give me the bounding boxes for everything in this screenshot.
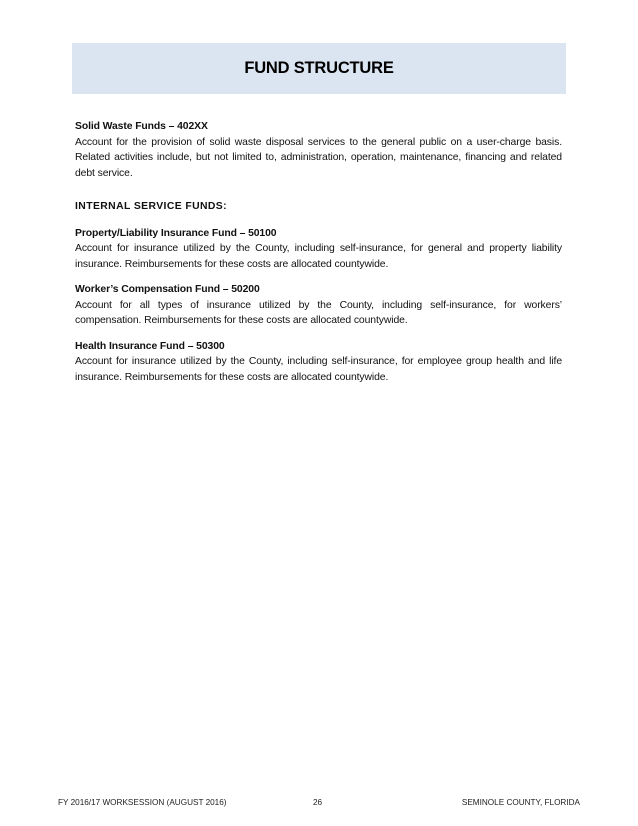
fund-heading: Health Insurance Fund – 50300 (75, 340, 225, 352)
solid-waste-section (75, 119, 562, 181)
internal-service-funds-heading: INTERNAL SERVICE FUNDS: (75, 201, 227, 212)
page-footer (58, 798, 580, 812)
page-title: FUND STRUCTURE (244, 59, 394, 77)
footer-worksession: FY 2016/17 WORKSESSION (AUGUST 2016) (58, 798, 227, 807)
fund-entry-health-insurance (75, 339, 562, 386)
fund-description: Account for insurance utilized by the County, including self-insurance, for employee group health and life insurance. Reimbursements for these costs are allocated countywide. (75, 356, 562, 383)
fund-heading: Property/Liability Insurance Fund – 50100 (75, 227, 277, 239)
solid-waste-heading: Solid Waste Funds – 402XX (75, 121, 208, 132)
document-body (75, 119, 562, 395)
fund-entry-property-liability (75, 226, 562, 273)
title-banner (72, 43, 566, 94)
fund-description: Account for insurance utilized by the County, including self-insurance, for general and property liability insurance. Reimbursements for these costs are allocated countywide. (75, 243, 562, 270)
page-number: 26 (313, 798, 323, 807)
fund-description: Account for all types of insurance utilized by the County, including self-insurance, for workers’ compensation. Reimbursements for these costs are allocated countywide. (75, 299, 562, 326)
fund-heading: Worker’s Compensation Fund – 50200 (75, 284, 260, 295)
fund-entry-workers-compensation (75, 282, 562, 329)
footer-county: SEMINOLE COUNTY, FLORIDA (461, 798, 580, 807)
solid-waste-description: Account for the provision of solid waste disposal services to the general public on a user-charge basis. Related activities include, but not limited to, administration, operation, maintenance, financing and related debt service. (75, 136, 562, 179)
